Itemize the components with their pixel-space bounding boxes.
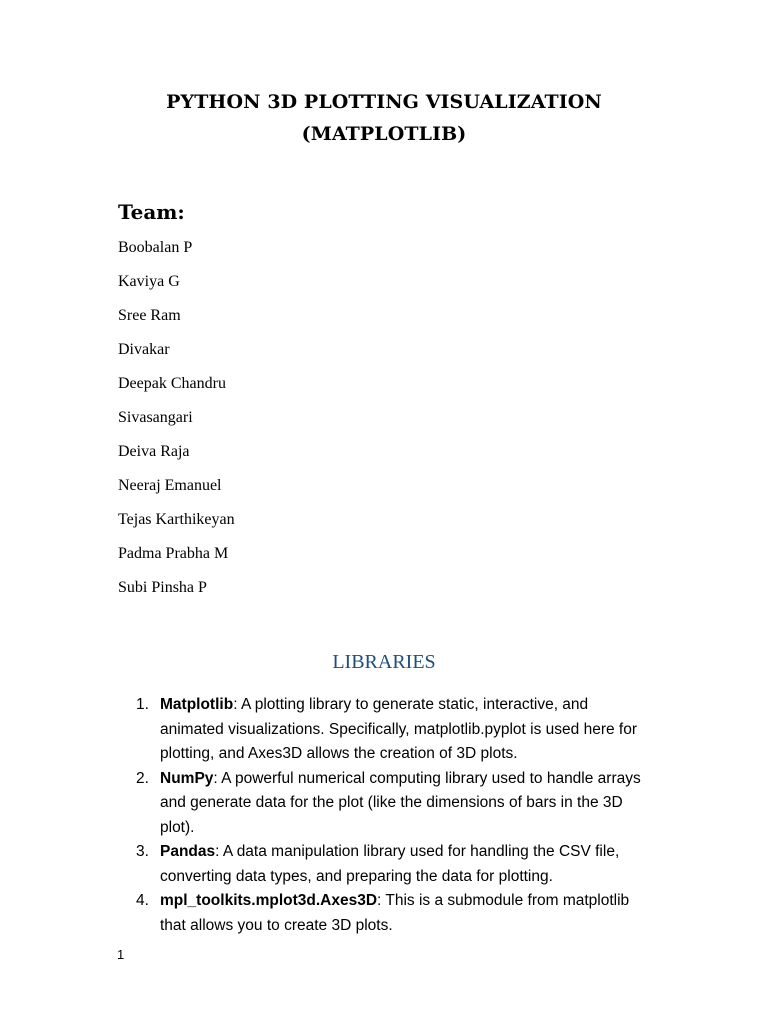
- team-member: Divakar: [118, 341, 170, 358]
- library-item: [136, 840, 656, 889]
- library-item-number: 4.: [136, 892, 149, 909]
- library-item: [136, 889, 656, 938]
- library-item-number: 3.: [136, 843, 149, 860]
- library-item-name: Pandas: [160, 843, 216, 860]
- library-item-description: : A data manipulation library used for handling the CSV file, converting data types, and preparing the data for plotting.: [160, 843, 620, 885]
- team-member: Sivasangari: [118, 409, 193, 426]
- library-item-number: 2.: [136, 769, 149, 787]
- team-member: Padma Prabha M: [118, 545, 229, 562]
- team-member: Deepak Chandru: [118, 375, 226, 392]
- page-title-line-1: PYTHON 3D PLOTTING VISUALIZATION: [166, 91, 602, 113]
- page-title-line-2: (MATPLOTLIB): [301, 123, 467, 145]
- library-item-description: : A plotting library to generate static, interactive, and animated visualizations. Specifically, matplotlib.pyplot is used here for plotting, and Axes3D allows the creation of 3D plots.: [160, 696, 638, 762]
- team-member: Neeraj Emanuel: [118, 477, 222, 494]
- library-item-name: NumPy: [160, 769, 214, 787]
- library-item: [136, 693, 656, 767]
- team-member-list: [118, 236, 235, 610]
- libraries-heading: LIBRARIES: [332, 651, 436, 673]
- library-item-name: mpl_toolkits.mplot3d.Axes3D: [160, 892, 378, 909]
- team-member: Deiva Raja: [118, 443, 190, 460]
- page-number: 1: [117, 947, 125, 962]
- library-item-description: : A powerful numerical computing library used to handle arrays and generate data for the plot (like the dimensions of bars in the 3D plot).: [160, 769, 641, 836]
- team-heading: Team:: [118, 200, 185, 224]
- libraries-list: [136, 693, 656, 938]
- library-item-description: : This is a submodule from matplotlib that allows you to create 3D plots.: [160, 892, 630, 934]
- library-item: [136, 767, 656, 841]
- team-member: Sree Ram: [118, 307, 181, 324]
- team-member: Subi Pinsha P: [118, 579, 207, 596]
- team-member: Tejas Karthikeyan: [118, 511, 235, 528]
- team-member: Kaviya G: [118, 273, 180, 290]
- library-item-name: Matplotlib: [160, 696, 234, 713]
- team-member: Boobalan P: [118, 239, 193, 256]
- library-item-number: 1.: [136, 696, 149, 713]
